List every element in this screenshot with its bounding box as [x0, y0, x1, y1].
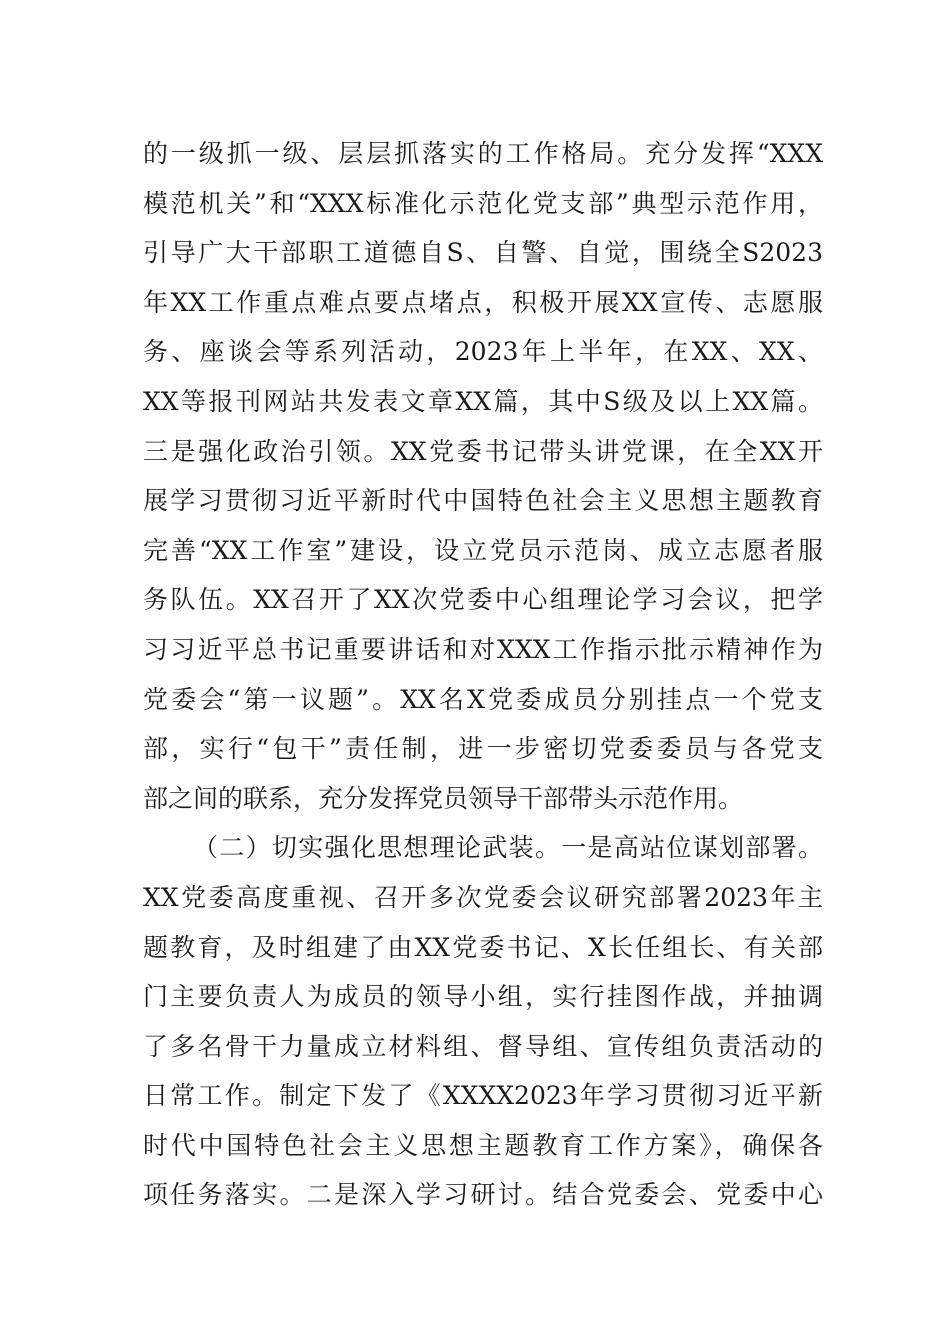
text-line: 日常工作。制定下发了《XXXX2023年学习贯彻习近平新: [143, 1081, 823, 1111]
text-line: 部，实行“包干”责任制，进一步密切党委委员与各党支: [143, 734, 823, 764]
text-line: 党委会“第一议题”。XX名X党委成员分别挂点一个党支: [143, 684, 823, 714]
paragraph-end-line: 部之间的联系，充分发挥党员领导干部带头示范作用。: [143, 783, 744, 813]
text-line: 务、座谈会等系列活动，2023年上半年，在XX、XX、: [143, 337, 823, 367]
section-heading-line: （二）切实强化思想理论武装。一是高站位谋划部署。: [193, 833, 823, 863]
text-line: 习习近平总书记重要讲话和对XXX工作指示批示精神作为: [143, 634, 823, 664]
text-line: 务队伍。XX召开了XX次党委中心组理论学习会议，把学: [143, 585, 823, 615]
text-line: 门主要负责人为成员的领导小组，实行挂图作战，并抽调: [143, 982, 823, 1012]
text-line: 模范机关”和“XXX标准化示范化党支部”典型示范作用，: [143, 188, 823, 218]
text-line: 完善“XX工作室”建设，设立党员示范岗、成立志愿者服: [143, 535, 823, 565]
text-line: 展学习贯彻习近平新时代中国特色社会主义思想主题教育: [143, 486, 823, 516]
text-line: 引导广大干部职工道德自S、自警、自觉，围绕全S2023: [143, 238, 823, 268]
text-line: 了多名骨干力量成立材料组、督导组、宣传组负责活动的: [143, 1031, 823, 1061]
text-line: 三是强化政治引领。XX党委书记带头讲党课，在全XX开: [143, 436, 823, 466]
text-line: 时代中国特色社会主义思想主题教育工作方案》，确保各: [143, 1130, 823, 1160]
text-line: 年XX工作重点难点要点堵点，积极开展XX宣传、志愿服: [143, 287, 823, 317]
text-line: XX党委高度重视、召开多次党委会议研究部署2023年主: [143, 882, 823, 912]
text-line: 项任务落实。二是深入学习研讨。结合党委会、党委中心: [143, 1180, 823, 1210]
text-line: 题教育，及时组建了由XX党委书记、X长任组长、有关部: [143, 932, 823, 962]
text-line: XX等报刊网站共发表文章XX篇，其中S级及以上XX篇。: [143, 386, 823, 416]
body-text: [143, 129, 823, 1220]
text-line: 的一级抓一级、层层抓落实的工作格局。充分发挥“XXX: [143, 139, 823, 168]
